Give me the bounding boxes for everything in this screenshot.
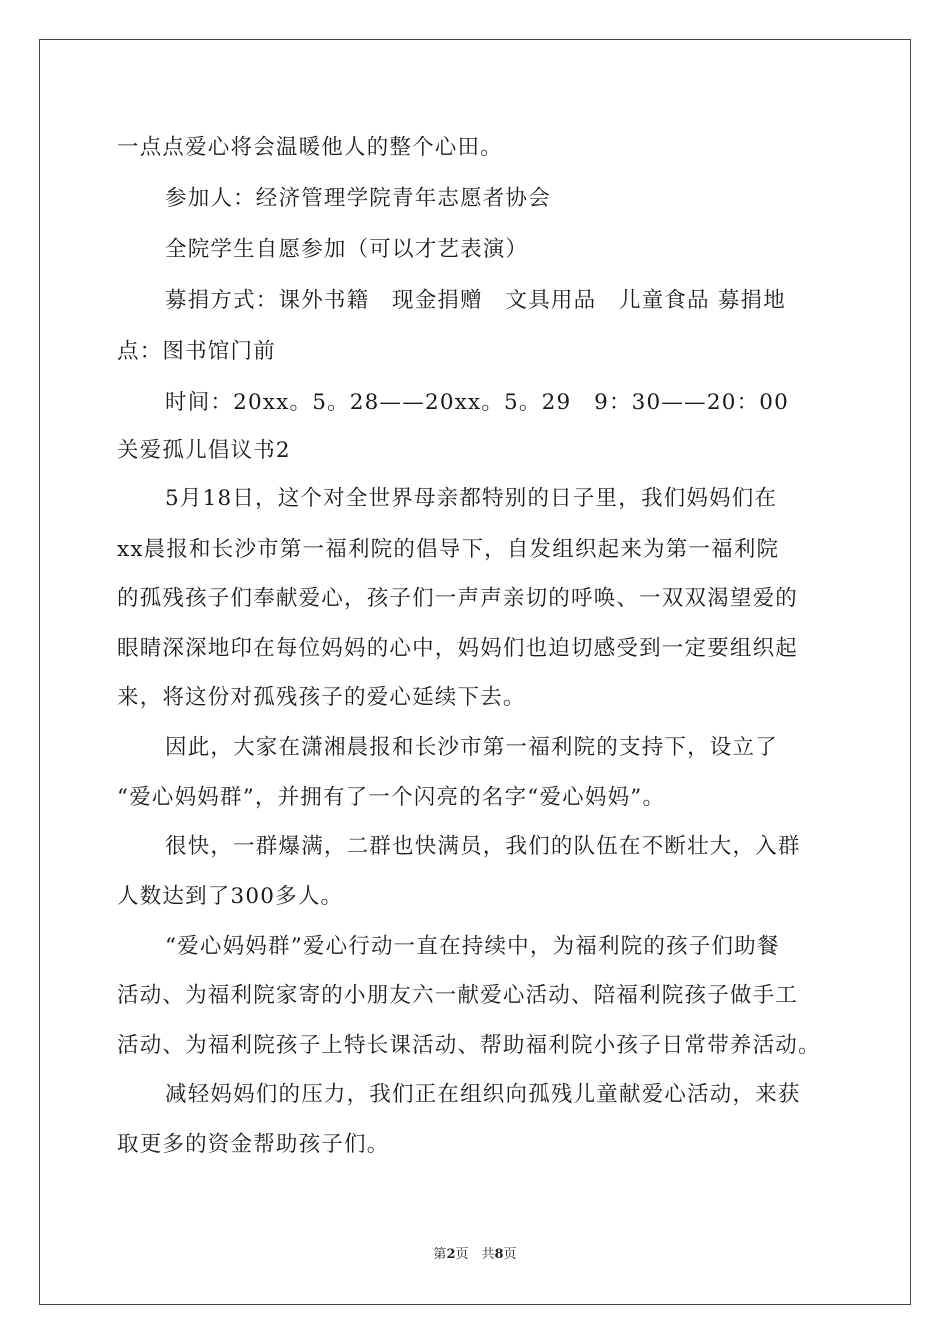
participants-line: 参加人：经济管理学院青年志愿者协会 — [165, 186, 551, 211]
page-end: 页 — [503, 1247, 517, 1262]
page-prefix: 第 — [433, 1247, 447, 1262]
paragraph-line: 活动、为福利院家寄的小朋友六一献爱心活动、陪福利院孩子做手工 — [117, 983, 799, 1008]
donation-methods-line: 募捐方式：课外书籍 现金捐赠 文具用品 儿童食品 募捐地 — [165, 288, 786, 313]
paragraph-line: “爱心妈妈群”，并拥有了一个闪亮的名字“爱心妈妈”。 — [117, 785, 666, 810]
donation-location-line: 点：图书馆门前 — [117, 339, 276, 364]
paragraph-line: 眼睛深深地印在每位妈妈的心中，妈妈们也迫切感受到一定要组织起 — [117, 636, 799, 661]
paragraph-line: 取更多的资金帮助孩子们。 — [117, 1132, 390, 1157]
paragraph-line: 因此，大家在潇湘晨报和长沙市第一福利院的支持下，设立了 — [165, 735, 778, 760]
page-suffix: 页 共 — [455, 1247, 495, 1262]
time-line: 时间：20xx。5。28——20xx。5。29 9：30——20：00 — [165, 390, 790, 415]
paragraph-line: “爱心妈妈群”爱心行动一直在持续中，为福利院的孩子们助餐 — [165, 934, 780, 959]
paragraph-line: 人数达到了300多人。 — [117, 884, 344, 909]
paragraph-line: 来，将这份对孤残孩子的爱心延续下去。 — [117, 685, 526, 710]
section-title: 关爱孤儿倡议书2 — [117, 438, 291, 463]
paragraph-line: 很快，一群爆满，二群也快满员，我们的队伍在不断壮大，入群 — [165, 834, 801, 859]
paragraph-line: 活动、为福利院孩子上特长课活动、帮助福利院小孩子日常带养活动。 — [117, 1033, 821, 1058]
page-number-footer — [0, 1246, 950, 1264]
page-border — [39, 39, 911, 1305]
current-page-number: 2 — [446, 1247, 456, 1262]
paragraph-line: 5月18日，这个对全世界母亲都特别的日子里，我们妈妈们在 — [165, 486, 778, 511]
text-line: 一点点爱心将会温暖他人的整个心田。 — [117, 135, 503, 160]
paragraph-line: xx晨报和长沙市第一福利院的倡导下，自发组织起来为第一福利院 — [117, 537, 780, 562]
paragraph-line: 减轻妈妈们的压力，我们正在组织向孤残儿童献爱心活动，来获 — [165, 1082, 801, 1107]
total-page-number: 8 — [494, 1247, 504, 1262]
paragraph-line: 的孤残孩子们奉献爱心，孩子们一声声亲切的呼唤、一双双渴望爱的 — [117, 586, 799, 611]
text-line: 全院学生自愿参加（可以才艺表演） — [165, 237, 529, 262]
